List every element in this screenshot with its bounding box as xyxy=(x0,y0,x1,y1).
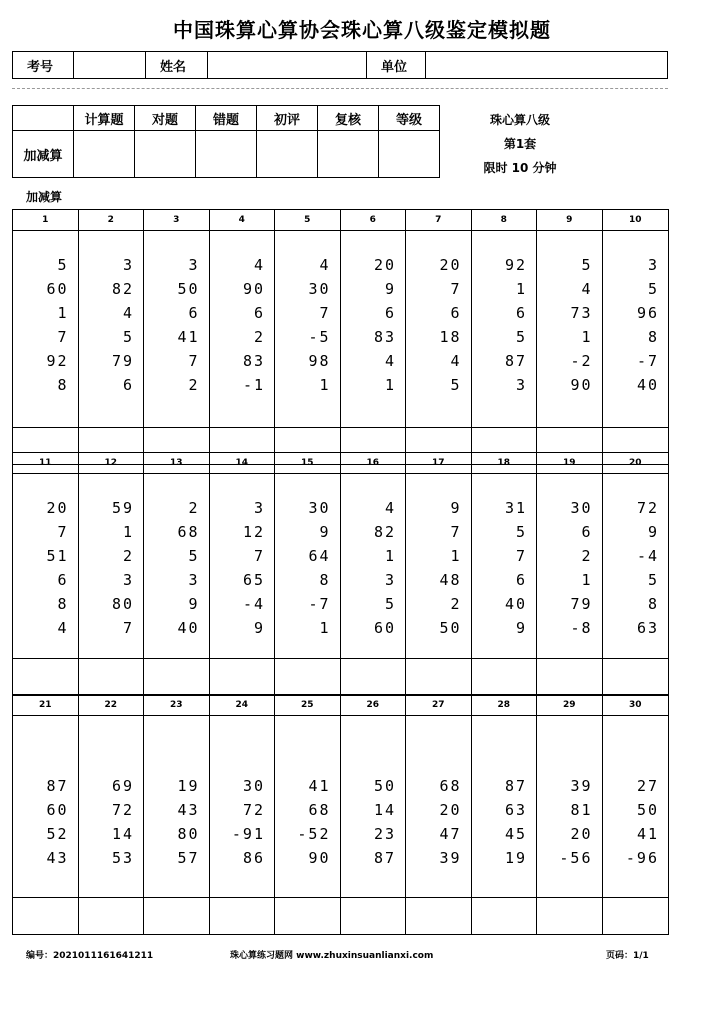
operand: 41 xyxy=(636,825,659,843)
problem-column xyxy=(406,716,472,897)
problem-column xyxy=(603,474,669,658)
score-table xyxy=(12,105,440,178)
operand: 6 xyxy=(515,571,527,589)
problem-column xyxy=(341,716,407,897)
answer-cell[interactable] xyxy=(341,898,407,934)
problem-column xyxy=(406,231,472,427)
site-credit: 珠心算练习题网 www.zhuxinsuanlianxi.com xyxy=(230,951,434,961)
operand: 6 xyxy=(581,523,593,541)
problem-number: 18 xyxy=(472,453,538,473)
problem-number: 2 xyxy=(79,210,145,230)
operand: -91 xyxy=(231,825,265,843)
operand: 12 xyxy=(242,523,265,541)
score-header: 对题 xyxy=(135,106,196,131)
operand: 6 xyxy=(253,304,265,322)
operand: 20 xyxy=(46,499,69,517)
score-cell[interactable] xyxy=(135,131,196,178)
operand: 7 xyxy=(122,619,134,637)
operand: 8 xyxy=(57,376,69,394)
operand: 1 xyxy=(122,523,134,541)
problem-row xyxy=(13,716,668,897)
operand: 5 xyxy=(450,376,462,394)
operand: 30 xyxy=(242,777,265,795)
page-number: 页码：1/1 xyxy=(606,951,649,961)
operand: 52 xyxy=(46,825,69,843)
problem-column xyxy=(210,231,276,427)
problem-number: 6 xyxy=(341,210,407,230)
problem-number: 22 xyxy=(79,695,145,715)
problem-column xyxy=(603,716,669,897)
operand: 4 xyxy=(450,352,462,370)
operand: 90 xyxy=(570,376,593,394)
answer-cell[interactable] xyxy=(79,659,145,695)
operand: 96 xyxy=(636,304,659,322)
answer-cell[interactable] xyxy=(603,659,669,695)
problem-block-2 xyxy=(12,452,669,696)
operand: 41 xyxy=(177,328,200,346)
problem-block-1 xyxy=(12,209,669,465)
score-cell[interactable] xyxy=(379,131,440,178)
problem-number-row xyxy=(13,453,668,474)
operand: 3 xyxy=(647,256,659,274)
problem-number: 24 xyxy=(210,695,276,715)
operand: 2 xyxy=(253,328,265,346)
operand: 5 xyxy=(384,595,396,613)
unit-field[interactable] xyxy=(426,52,667,78)
operand: 43 xyxy=(177,801,200,819)
operand: 68 xyxy=(177,523,200,541)
operand: 6 xyxy=(57,571,69,589)
operand: 8 xyxy=(647,595,659,613)
operand: 5 xyxy=(188,547,200,565)
operand: 9 xyxy=(319,523,331,541)
operand: 39 xyxy=(439,849,462,867)
operand: 4 xyxy=(122,304,134,322)
problem-number: 19 xyxy=(537,453,603,473)
answer-cell[interactable] xyxy=(275,898,341,934)
operand: 1 xyxy=(581,571,593,589)
operand: 30 xyxy=(308,499,331,517)
operand: 6 xyxy=(515,304,527,322)
operand: 18 xyxy=(439,328,462,346)
answer-cell[interactable] xyxy=(144,898,210,934)
operand: -2 xyxy=(570,352,593,370)
problem-column xyxy=(79,231,145,427)
info-table xyxy=(12,51,668,79)
answer-cell[interactable] xyxy=(472,898,538,934)
operand: 9 xyxy=(515,619,527,637)
operand: -8 xyxy=(570,619,593,637)
operand: -7 xyxy=(308,595,331,613)
name-field[interactable] xyxy=(208,52,367,78)
operand: 20 xyxy=(373,256,396,274)
operand: -56 xyxy=(559,849,593,867)
operand: 14 xyxy=(373,801,396,819)
problem-column xyxy=(13,716,79,897)
problem-number: 3 xyxy=(144,210,210,230)
score-cell[interactable] xyxy=(257,131,318,178)
problem-number: 15 xyxy=(275,453,341,473)
problem-column xyxy=(144,231,210,427)
operand: 5 xyxy=(122,328,134,346)
operand: 51 xyxy=(46,547,69,565)
problem-number: 11 xyxy=(13,453,79,473)
operand: 47 xyxy=(439,825,462,843)
operand: 82 xyxy=(373,523,396,541)
problem-number: 27 xyxy=(406,695,472,715)
serial-number: 编号：2021011161641211 xyxy=(26,951,154,961)
operand: 41 xyxy=(308,777,331,795)
operand: 6 xyxy=(384,304,396,322)
problem-column xyxy=(144,716,210,897)
operand: 14 xyxy=(111,825,134,843)
operand: 4 xyxy=(581,280,593,298)
operand: 83 xyxy=(242,352,265,370)
operand: 1 xyxy=(384,547,396,565)
operand: 50 xyxy=(439,619,462,637)
answer-cell[interactable] xyxy=(537,659,603,695)
operand: 8 xyxy=(647,328,659,346)
problem-column xyxy=(603,231,669,427)
answer-cell[interactable] xyxy=(406,659,472,695)
operand: 87 xyxy=(46,777,69,795)
operand: 1 xyxy=(581,328,593,346)
operand: 1 xyxy=(319,619,331,637)
problem-number: 23 xyxy=(144,695,210,715)
operand: -7 xyxy=(636,352,659,370)
operand: -4 xyxy=(242,595,265,613)
operand: 65 xyxy=(242,571,265,589)
problem-column xyxy=(537,716,603,897)
answer-row xyxy=(13,658,668,695)
operand: 5 xyxy=(515,523,527,541)
problem-column xyxy=(537,231,603,427)
operand: 9 xyxy=(450,499,462,517)
problem-column xyxy=(472,716,538,897)
score-header: 错题 xyxy=(196,106,257,131)
problem-column xyxy=(144,474,210,658)
operand: 9 xyxy=(384,280,396,298)
operand: 87 xyxy=(504,777,527,795)
problem-row xyxy=(13,231,668,427)
operand: 3 xyxy=(122,571,134,589)
problem-number: 28 xyxy=(472,695,538,715)
operand: 43 xyxy=(46,849,69,867)
operand: 50 xyxy=(636,801,659,819)
operand: 4 xyxy=(57,619,69,637)
operand: 30 xyxy=(308,280,331,298)
problem-column xyxy=(472,474,538,658)
operand: 5 xyxy=(515,328,527,346)
operand: 2 xyxy=(188,499,200,517)
operand: 5 xyxy=(647,571,659,589)
score-corner xyxy=(13,106,74,131)
operand: 92 xyxy=(504,256,527,274)
operand: 6 xyxy=(122,376,134,394)
score-cell[interactable] xyxy=(74,131,135,178)
operand: 60 xyxy=(46,801,69,819)
operand: 79 xyxy=(111,352,134,370)
operand: 50 xyxy=(177,280,200,298)
operand: 1 xyxy=(450,547,462,565)
score-header: 计算题 xyxy=(74,106,135,131)
section-label: 加减算 xyxy=(26,190,63,204)
problem-column xyxy=(275,474,341,658)
operand: 9 xyxy=(253,619,265,637)
page-title: 中国珠算心算协会珠心算八级鉴定模拟题 xyxy=(173,18,551,42)
operand: 2 xyxy=(188,376,200,394)
cut-line xyxy=(12,88,668,89)
operand: 60 xyxy=(373,619,396,637)
problem-column xyxy=(537,474,603,658)
operand: 9 xyxy=(647,523,659,541)
problem-column xyxy=(341,231,407,427)
operand: 48 xyxy=(439,571,462,589)
operand: 7 xyxy=(319,304,331,322)
operand: 7 xyxy=(450,280,462,298)
operand: 7 xyxy=(188,352,200,370)
problem-number: 16 xyxy=(341,453,407,473)
level-label: 珠心算八级 xyxy=(489,113,550,127)
exam-no-field[interactable] xyxy=(74,52,146,78)
operand: 30 xyxy=(570,499,593,517)
operand: 80 xyxy=(111,595,134,613)
operand: 19 xyxy=(177,777,200,795)
problem-number: 9 xyxy=(537,210,603,230)
operand: 83 xyxy=(373,328,396,346)
operand: 90 xyxy=(308,849,331,867)
problem-column xyxy=(13,231,79,427)
operand: 1 xyxy=(384,376,396,394)
score-header: 复核 xyxy=(318,106,379,131)
problem-number: 8 xyxy=(472,210,538,230)
operand: 6 xyxy=(188,304,200,322)
operand: 60 xyxy=(46,280,69,298)
problem-number-row xyxy=(13,210,668,231)
operand: 59 xyxy=(111,499,134,517)
operand: 6 xyxy=(450,304,462,322)
problem-number: 1 xyxy=(13,210,79,230)
operand: 4 xyxy=(384,352,396,370)
answer-cell[interactable] xyxy=(275,659,341,695)
operand: 31 xyxy=(504,499,527,517)
operand: 72 xyxy=(111,801,134,819)
operand: 72 xyxy=(636,499,659,517)
score-cell[interactable] xyxy=(318,131,379,178)
score-cell[interactable] xyxy=(196,131,257,178)
problem-number: 20 xyxy=(628,458,642,468)
operand: 5 xyxy=(581,256,593,274)
problem-number: 5 xyxy=(275,210,341,230)
problem-number: 13 xyxy=(144,453,210,473)
problem-column xyxy=(210,474,276,658)
problem-number: 10 xyxy=(628,215,642,225)
problem-number: 26 xyxy=(341,695,407,715)
answer-row xyxy=(13,897,668,934)
operand: 90 xyxy=(242,280,265,298)
operand: 64 xyxy=(308,547,331,565)
operand: 40 xyxy=(636,376,659,394)
operand: 7 xyxy=(57,523,69,541)
operand: 45 xyxy=(504,825,527,843)
problem-column xyxy=(79,716,145,897)
time-limit-label: 限时 10 分钟 xyxy=(483,161,557,175)
operand: 3 xyxy=(253,499,265,517)
operand: 2 xyxy=(581,547,593,565)
exam-no-label: 考号 xyxy=(13,52,74,78)
operand: 57 xyxy=(177,849,200,867)
operand: 3 xyxy=(122,256,134,274)
answer-cell[interactable] xyxy=(406,898,472,934)
problem-column xyxy=(341,474,407,658)
problem-number: 30 xyxy=(628,700,642,710)
operand: 63 xyxy=(636,619,659,637)
operand: -96 xyxy=(625,849,659,867)
problem-column xyxy=(472,231,538,427)
problem-block-3 xyxy=(12,694,669,935)
problem-number: 17 xyxy=(406,453,472,473)
operand: 3 xyxy=(384,571,396,589)
problem-number: 25 xyxy=(275,695,341,715)
operand: 7 xyxy=(450,523,462,541)
score-row-label: 加减算 xyxy=(13,131,74,178)
score-header: 初评 xyxy=(257,106,318,131)
operand: 1 xyxy=(515,280,527,298)
problem-number: 14 xyxy=(210,453,276,473)
operand: 19 xyxy=(504,849,527,867)
answer-cell[interactable] xyxy=(13,659,79,695)
problem-number: 4 xyxy=(210,210,276,230)
problem-number: 7 xyxy=(406,210,472,230)
operand: -4 xyxy=(636,547,659,565)
set-label: 第1套 xyxy=(503,137,537,151)
problem-column xyxy=(210,716,276,897)
operand: 86 xyxy=(242,849,265,867)
operand: 4 xyxy=(253,256,265,274)
operand: 73 xyxy=(570,304,593,322)
operand: 72 xyxy=(242,801,265,819)
operand: 8 xyxy=(57,595,69,613)
operand: 2 xyxy=(450,595,462,613)
operand: 87 xyxy=(373,849,396,867)
operand: 4 xyxy=(384,499,396,517)
operand: 20 xyxy=(570,825,593,843)
answer-cell[interactable] xyxy=(144,659,210,695)
operand: 69 xyxy=(111,777,134,795)
problem-number-row xyxy=(13,695,668,716)
problem-number: 21 xyxy=(13,695,79,715)
operand: 81 xyxy=(570,801,593,819)
answer-cell[interactable] xyxy=(210,659,276,695)
answer-cell[interactable] xyxy=(472,659,538,695)
operand: -1 xyxy=(242,376,265,394)
answer-cell[interactable] xyxy=(537,898,603,934)
problem-row xyxy=(13,474,668,658)
operand: 40 xyxy=(504,595,527,613)
operand: 8 xyxy=(319,571,331,589)
operand: 68 xyxy=(439,777,462,795)
operand: 3 xyxy=(188,256,200,274)
answer-cell[interactable] xyxy=(210,898,276,934)
answer-cell[interactable] xyxy=(13,898,79,934)
operand: 53 xyxy=(111,849,134,867)
operand: 1 xyxy=(57,304,69,322)
name-label: 姓名 xyxy=(146,52,208,78)
operand: 82 xyxy=(111,280,134,298)
operand: 5 xyxy=(647,280,659,298)
answer-cell[interactable] xyxy=(79,898,145,934)
problem-number: 12 xyxy=(79,453,145,473)
operand: 68 xyxy=(308,801,331,819)
operand: 20 xyxy=(439,801,462,819)
operand: -52 xyxy=(297,825,331,843)
operand: 50 xyxy=(373,777,396,795)
operand: 20 xyxy=(439,256,462,274)
operand: 4 xyxy=(319,256,331,274)
problem-column xyxy=(275,231,341,427)
operand: 79 xyxy=(570,595,593,613)
operand: 3 xyxy=(188,571,200,589)
problem-column xyxy=(406,474,472,658)
operand: 39 xyxy=(570,777,593,795)
answer-cell[interactable] xyxy=(603,898,669,934)
problem-column xyxy=(275,716,341,897)
operand: 2 xyxy=(122,547,134,565)
operand: 7 xyxy=(515,547,527,565)
problem-column xyxy=(79,474,145,658)
operand: 98 xyxy=(308,352,331,370)
operand: 87 xyxy=(504,352,527,370)
problem-number: 29 xyxy=(537,695,603,715)
operand: 40 xyxy=(177,619,200,637)
operand: 80 xyxy=(177,825,200,843)
operand: 1 xyxy=(319,376,331,394)
answer-cell[interactable] xyxy=(341,659,407,695)
operand: 63 xyxy=(504,801,527,819)
problem-column xyxy=(13,474,79,658)
operand: 5 xyxy=(57,256,69,274)
operand: 7 xyxy=(57,328,69,346)
operand: -5 xyxy=(308,328,331,346)
unit-label: 单位 xyxy=(367,52,426,78)
score-header: 等级 xyxy=(379,106,440,131)
operand: 9 xyxy=(188,595,200,613)
operand: 27 xyxy=(636,777,659,795)
operand: 3 xyxy=(515,376,527,394)
operand: 92 xyxy=(46,352,69,370)
operand: 23 xyxy=(373,825,396,843)
operand: 7 xyxy=(253,547,265,565)
